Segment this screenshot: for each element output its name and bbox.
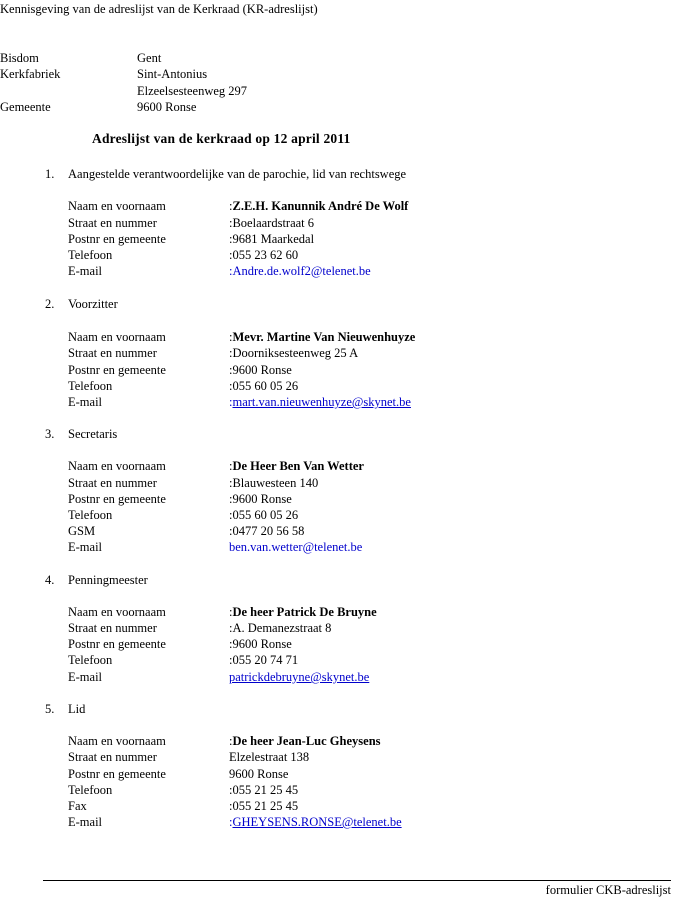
street-value: Elzelestraat 138	[229, 750, 310, 764]
row-label: Postnr en gemeente	[68, 363, 166, 377]
email-value: :GHEYSENS.RONSE@telenet.be	[229, 815, 402, 829]
street-value: :A. Demanezstraat 8	[229, 621, 332, 635]
postal-value: :9681 Maarkedal	[229, 232, 315, 246]
kerkfabriek-address: Elzeelsesteenweg 297	[137, 84, 248, 98]
phone-value: :055 23 62 60	[229, 248, 299, 262]
row-label: E-mail	[68, 540, 103, 554]
footer-divider	[43, 880, 671, 881]
row-label: Naam en voornaam	[68, 605, 166, 619]
row-label: Telefoon	[68, 508, 113, 522]
section-title: Lid	[68, 702, 86, 716]
row-label: Postnr en gemeente	[68, 767, 166, 781]
footer-text: formulier CKB-adreslijst	[545, 883, 671, 897]
row-label: Naam en voornaam	[68, 459, 166, 473]
phone-value: :055 21 25 45	[229, 783, 299, 797]
row-label: Telefoon	[68, 248, 113, 262]
row-label: Telefoon	[68, 783, 113, 797]
section-title: Secretaris	[68, 427, 118, 441]
row-label: Telefoon	[68, 379, 113, 393]
email-link[interactable]: mart.van.nieuwenhuyze@skynet.be	[232, 395, 411, 409]
postal-value: :9600 Ronse	[229, 637, 292, 651]
row-label: E-mail	[68, 670, 103, 684]
gemeente-value: 9600 Ronse	[137, 100, 197, 114]
document-header: Kennisgeving van de adreslijst van de Kerkraad (KR-adreslijst)	[0, 2, 318, 16]
bisdom-value: Gent	[137, 51, 162, 65]
name-value: :Z.E.H. Kanunnik André De Wolf	[229, 199, 409, 213]
email-link[interactable]: ben.van.wetter@telenet.be	[229, 540, 363, 554]
postal-value: :9600 Ronse	[229, 363, 292, 377]
row-label: Straat en nummer	[68, 216, 157, 230]
row-label: E-mail	[68, 395, 103, 409]
postal-value: :9600 Ronse	[229, 492, 292, 506]
kerkfabriek-label: Kerkfabriek	[0, 67, 61, 81]
email-link[interactable]: patrickdebruyne@skynet.be	[229, 670, 370, 684]
section-number: 5.	[45, 702, 55, 716]
row-label: Postnr en gemeente	[68, 232, 166, 246]
section-title: Aangestelde verantwoordelijke van de parochie, lid van rechtswege	[68, 167, 407, 181]
section-number: 1.	[45, 167, 55, 181]
name-value: :De Heer Ben Van Wetter	[229, 459, 364, 473]
row-label: E-mail	[68, 815, 103, 829]
row-label: Naam en voornaam	[68, 199, 166, 213]
row-label: Telefoon	[68, 653, 113, 667]
row-label: Naam en voornaam	[68, 330, 166, 344]
page-title: Adreslijst van de kerkraad op 12 april 2011	[92, 131, 351, 146]
gemeente-label: Gemeente	[0, 100, 51, 114]
row-label: Straat en nummer	[68, 750, 157, 764]
row-label: E-mail	[68, 264, 103, 278]
gsm-value: :0477 20 56 58	[229, 524, 305, 538]
row-label: GSM	[68, 524, 96, 538]
row-label: Straat en nummer	[68, 621, 157, 635]
section-title: Voorzitter	[68, 297, 118, 311]
row-label: Postnr en gemeente	[68, 492, 166, 506]
email-link[interactable]: GHEYSENS.RONSE@telenet.be	[232, 815, 402, 829]
row-label: Naam en voornaam	[68, 734, 166, 748]
phone-value: :055 60 05 26	[229, 508, 299, 522]
email-link[interactable]: :Andre.de.wolf2@telenet.be	[229, 264, 371, 278]
name-value: :De heer Jean-Luc Gheysens	[229, 734, 381, 748]
section-title: Penningmeester	[68, 573, 148, 587]
postal-value: 9600 Ronse	[229, 767, 289, 781]
fax-value: :055 21 25 45	[229, 799, 299, 813]
bisdom-label: Bisdom	[0, 51, 39, 65]
name-value: :De heer Patrick De Bruyne	[229, 605, 377, 619]
row-label: Straat en nummer	[68, 476, 157, 490]
street-value: :Boelaardstraat 6	[229, 216, 315, 230]
section-number: 3.	[45, 427, 55, 441]
section-number: 4.	[45, 573, 55, 587]
row-label: Fax	[68, 799, 87, 813]
section-number: 2.	[45, 297, 55, 311]
phone-value: :055 20 74 71	[229, 653, 299, 667]
street-value: :Doorniksesteenweg 25 A	[229, 346, 359, 360]
row-label: Straat en nummer	[68, 346, 157, 360]
name-value: :Mevr. Martine Van Nieuwenhuyze	[229, 330, 416, 344]
email-value: :mart.van.nieuwenhuyze@skynet.be	[229, 395, 411, 409]
street-value: :Blauwesteen 140	[229, 476, 319, 490]
kerkfabriek-value: Sint-Antonius	[137, 67, 208, 81]
row-label: Postnr en gemeente	[68, 637, 166, 651]
phone-value: :055 60 05 26	[229, 379, 299, 393]
